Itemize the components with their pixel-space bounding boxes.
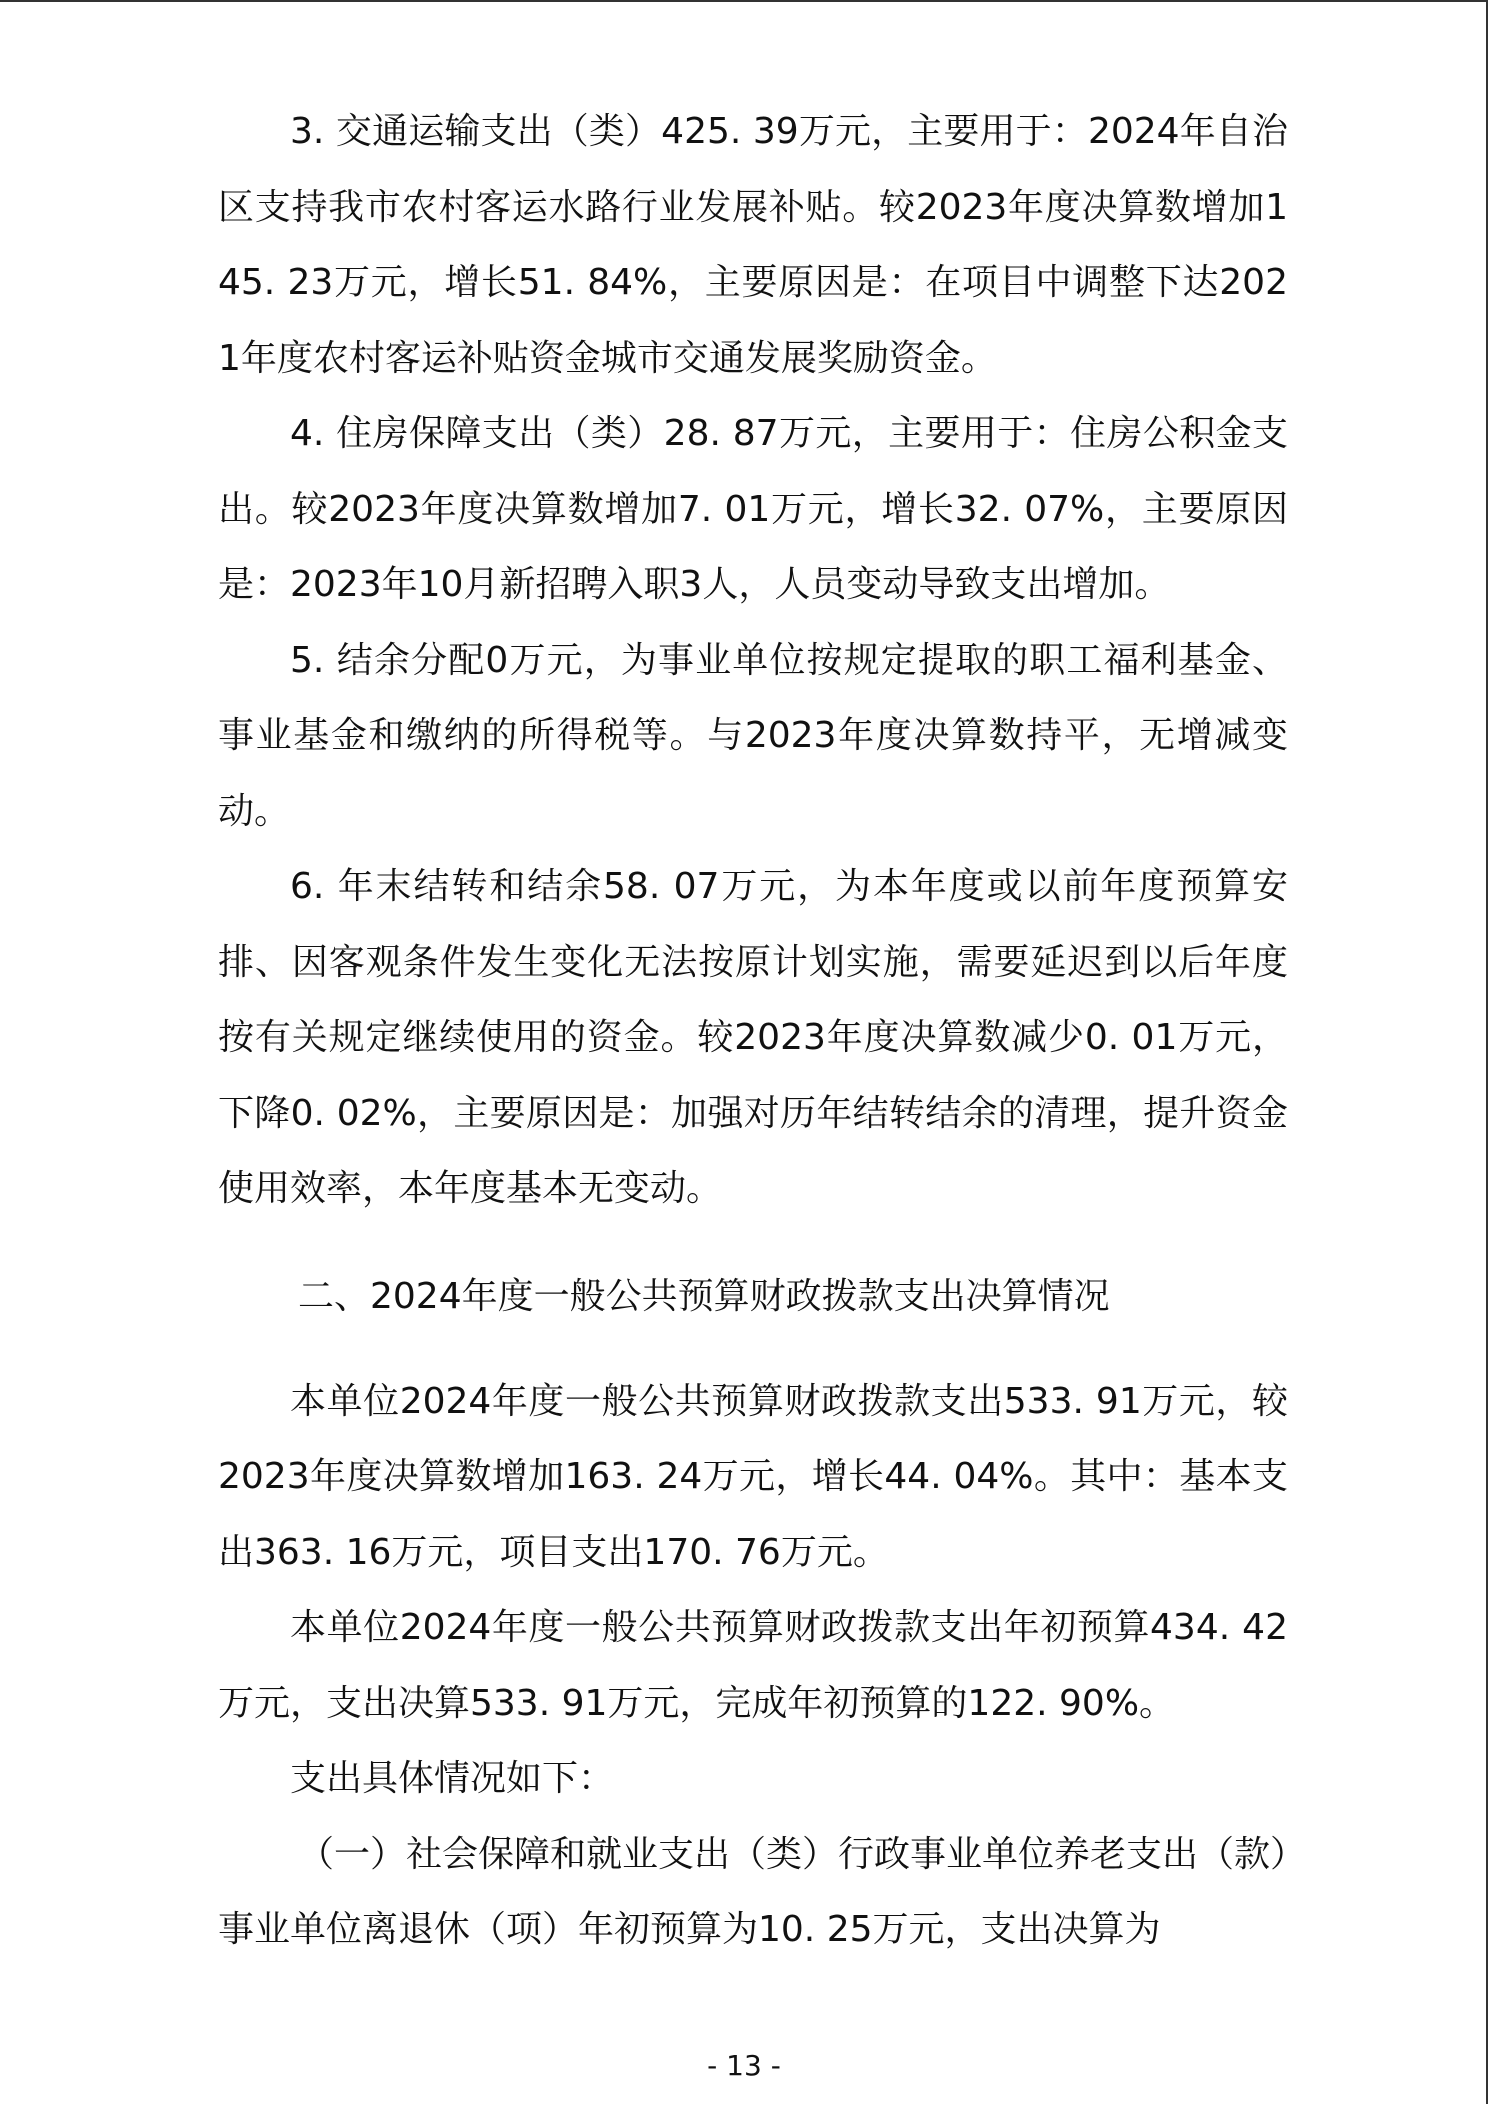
paragraph-budget-completion: 本单位2024年度一般公共预算财政拨款支出年初预算434. 42万元，支出决算533. 91万元，完成年初预算的122. 90%。 bbox=[218, 1607, 1288, 1724]
paragraph-details-intro: 支出具体情况如下： bbox=[290, 1758, 615, 1799]
paragraph-year-end-balance: 6. 年末结转和结余58. 07万元，为本年度或以前年度预算安排、因客观条件发生变化无法按原计划实施，需要延迟到以后年度按有关规定继续使用的资金。较2023年度决算数减少0. 01万元，下降0. 02%，主要原因是：加强对历年结转结余的清理，提升资金使用效率，本年度基本无变动。 bbox=[218, 866, 1288, 1209]
paragraph-social-security: （一）社会保障和就业支出（类）行政事业单位养老支出（款）事业单位离退休（项）年初预算为10. 25万元，支出决算为 bbox=[218, 1833, 1289, 1950]
page-number: - 13 - bbox=[707, 2049, 781, 2082]
paragraph-surplus-distribution: 5. 结余分配0万元，为事业单位按规定提取的职工福利基金、事业基金和缴纳的所得税等。与2023年度决算数持平，无增减变动。 bbox=[218, 639, 1288, 832]
paragraph-housing-expenditure: 4. 住房保障支出（类）28. 87万元，主要用于：住房公积金支出。较2023年度决算数增加7. 01万元，增长32. 07%，主要原因是：2023年10月新招聘入职3人，人员变动导致支出增加。 bbox=[218, 413, 1288, 605]
paragraph-general-budget-summary: 本单位2024年度一般公共预算财政拨款支出533. 91万元，较2023年度决算数增加163. 24万元，增长44. 04%。其中：基本支出363. 16万元，项目支出170. 76万元。 bbox=[218, 1380, 1288, 1573]
paragraph-transport-expenditure: 3. 交通运输支出（类）425. 39万元，主要用于：2024年自治区支持我市农村客运水路行业发展补贴。较2023年度决算数增加145. 23万元，增长51. 84%，主要原因是：在项目中调整下达2021年度农村客运补贴资金城市交通发展奖励资金。 bbox=[218, 111, 1288, 379]
page-content bbox=[218, 94, 1288, 1968]
section-heading: 二、2024年度一般公共预算财政拨款支出决算情况 bbox=[298, 1275, 1110, 1317]
